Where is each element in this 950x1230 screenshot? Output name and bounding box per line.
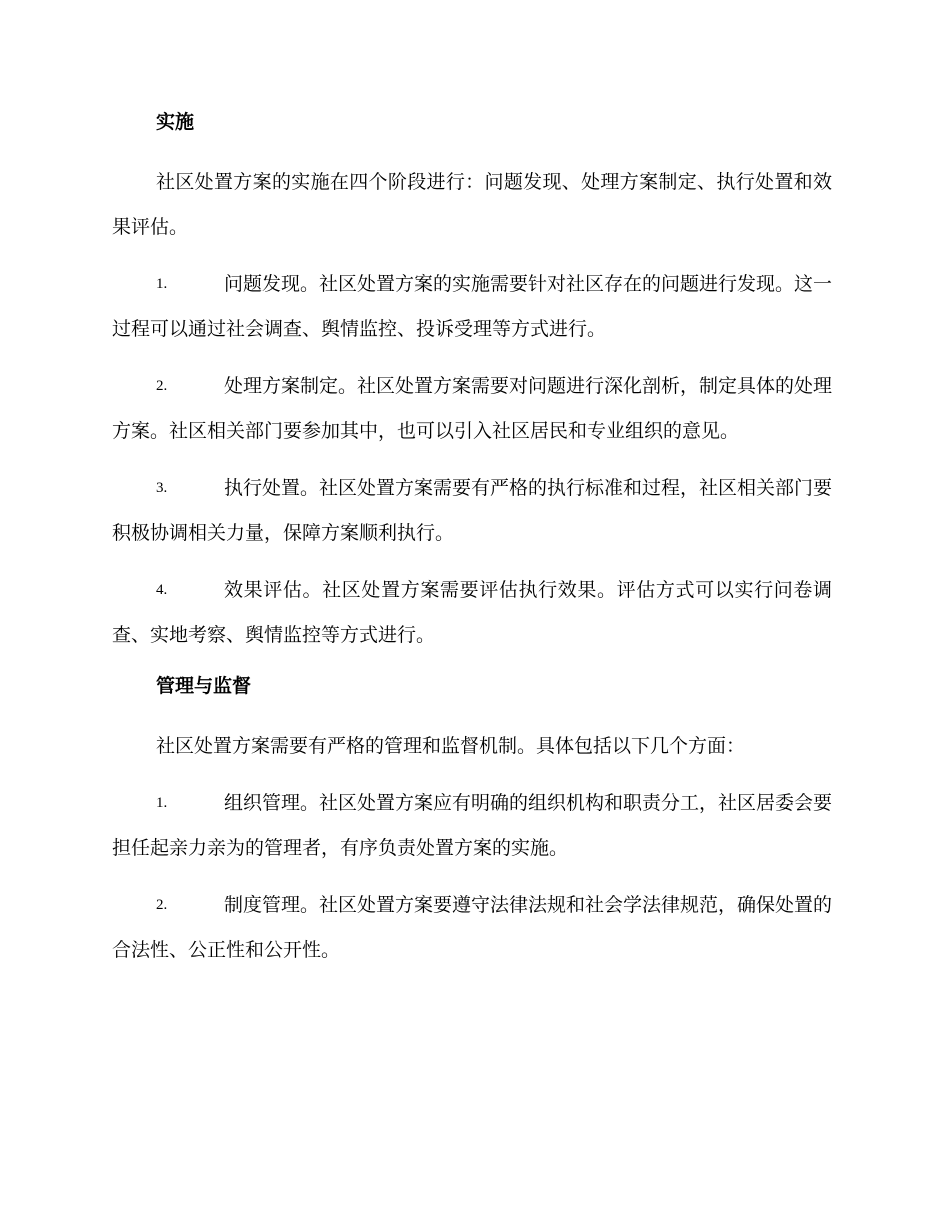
list-item-text: 制度管理。社区处置方案要遵守法律法规和社会学法律规范，确保处置的合法性、公正性和公开性。 [112,894,833,961]
list-item-number: 4. [156,582,168,598]
list-item-text: 效果评估。社区处置方案需要评估执行效果。评估方式可以实行问卷调查、实地考察、舆情监控等方式进行。 [112,579,832,646]
list-item [112,568,832,658]
section-heading-management: 管理与监督 [156,675,252,697]
document-page [112,110,832,985]
list-item-text: 执行处置。社区处置方案需要有严格的执行标准和过程，社区相关部门要积极协调相关力量，保障方案顺利执行。 [112,477,833,544]
list-item [112,262,832,352]
list-item-number: 2. [156,378,168,394]
section-intro-management: 社区处置方案需要有严格的管理和监督机制。具体包括以下几个方面： [156,735,746,757]
section-intro-implementation: 社区处置方案的实施在四个阶段进行：问题发现、处理方案制定、执行处置和效果评估。 [112,171,832,238]
list-item [112,364,832,454]
list-item-text: 组织管理。社区处置方案应有明确的组织机构和职责分工，社区居委会要担任起亲力亲为的管理者，有序负责处置方案的实施。 [112,792,833,859]
list-item [112,466,832,556]
list-item-text: 处理方案制定。社区处置方案需要对问题进行深化剖析，制定具体的处理方案。社区相关部门要参加其中，也可以引入社区居民和专业组织的意见。 [112,375,833,442]
list-item-number: 2. [156,897,168,913]
list-item-number: 1. [156,795,168,811]
list-item-number: 1. [156,276,168,292]
list-item-number: 3. [156,480,168,496]
list-item-text: 问题发现。社区处置方案的实施需要针对社区存在的问题进行发现。这一过程可以通过社会调查、舆情监控、投诉受理等方式进行。 [112,273,833,340]
list-item [112,781,832,871]
section-heading-implementation: 实施 [156,111,195,133]
list-item [112,883,832,973]
